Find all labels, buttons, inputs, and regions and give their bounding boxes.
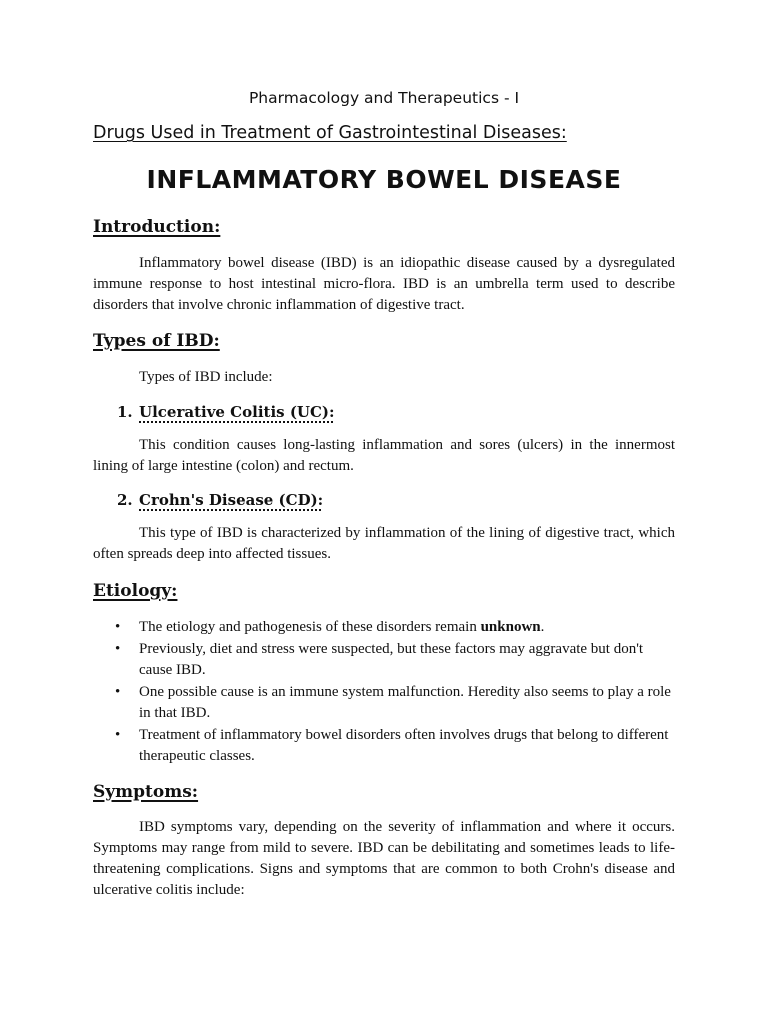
ulcerative-colitis-paragraph: This condition causes long-lasting inflammation and sores (ulcers) in the innermost lining of large intestine (colon) and rectum.: [93, 437, 675, 474]
bullet-icon: •: [115, 726, 121, 743]
type-label: Ulcerative Colitis (UC):: [139, 403, 335, 421]
bullet-icon: •: [115, 640, 121, 657]
emphasis-text: unknown: [480, 619, 541, 635]
type-number: 2.: [117, 491, 133, 509]
section-heading-introduction: Introduction:: [93, 217, 221, 237]
types-intro-text: Types of IBD include:: [139, 369, 273, 385]
list-item: • The etiology and pathogenesis of these disorders remain unknown.: [93, 617, 675, 639]
etiology-bullet-list: [93, 617, 675, 768]
symptoms-paragraph: IBD symptoms vary, depending on the severity of inflammation and where it occurs. Symptoms may range from mild to severe. IBD can be debilitating and sometimes leads to life-threatening complications. Signs and symptoms that are common to both Crohn's disease and ulcerative colitis include:: [93, 819, 675, 898]
type-heading-crohns-disease: [117, 489, 323, 511]
page-title: INFLAMMATORY BOWEL DISEASE: [146, 165, 622, 194]
section-heading-etiology: Etiology:: [93, 581, 178, 601]
list-item: • Previously, diet and stress were suspected, but these factors may aggravate but don't cause IBD.: [115, 640, 644, 678]
section-heading-types: Types of IBD:: [93, 331, 220, 351]
bullet-icon: •: [115, 619, 121, 635]
crohns-disease-paragraph: This type of IBD is characterized by inflammation of the lining of digestive tract, which often spreads deep into affected tissues.: [93, 525, 675, 562]
type-label: Crohn's Disease (CD):: [139, 491, 324, 509]
course-title: Pharmacology and Therapeutics - I: [248, 89, 520, 107]
list-item: • One possible cause is an immune system malfunction. Heredity also seems to play a role in that IBD.: [115, 683, 671, 721]
chapter-title: Drugs Used in Treatment of Gastrointestinal Diseases:: [93, 123, 567, 143]
type-number: 1.: [117, 403, 133, 421]
list-item: • Treatment of inflammatory bowel disorders often involves drugs that belong to different therapeutic classes.: [115, 726, 669, 764]
introduction-paragraph: Inflammatory bowel disease (IBD) is an idiopathic disease caused by a dysregulated immune response to host intestinal micro-flora. IBD is an umbrella term used to describe disorders that involve chronic inflammation of digestive tract.: [93, 255, 675, 313]
bullet-icon: •: [115, 683, 121, 700]
section-heading-symptoms: Symptoms:: [93, 782, 199, 802]
type-heading-ulcerative-colitis: [117, 401, 335, 423]
